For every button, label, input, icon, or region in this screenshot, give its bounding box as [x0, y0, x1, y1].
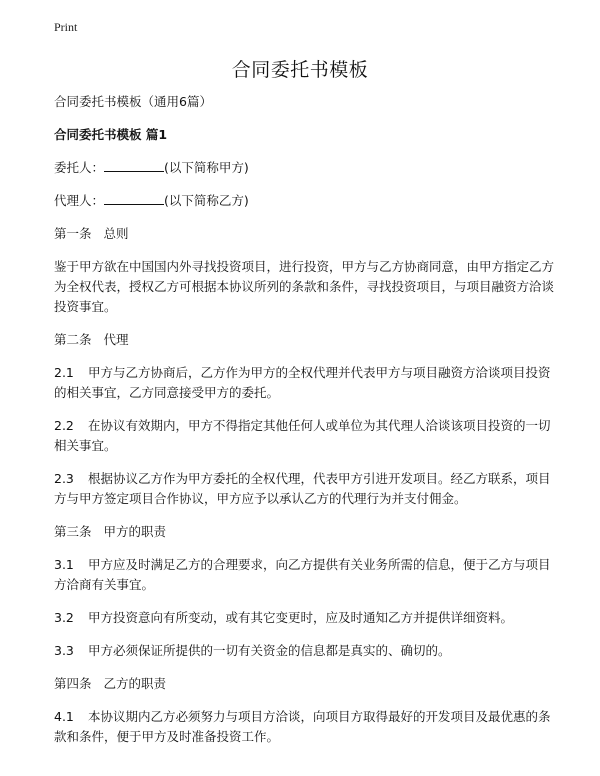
clause	[54, 641, 554, 661]
agent-blank	[104, 192, 164, 205]
clause-text: 根据协议乙方作为甲方委托的全权代理，代表甲方引进开发项目。经乙方联系，项目方与甲方签定项目合作协议，甲方应予以承认乙方的代理行为并支付佣金。	[54, 471, 551, 506]
clause-text: 甲方应及时满足乙方的合理要求，向乙方提供有关业务所需的信息，便于乙方与项目方洽商有关事宜。	[54, 557, 551, 592]
clause-number: 3.1	[54, 557, 74, 572]
print-link[interactable]: Print	[54, 20, 78, 34]
article-heading-4	[54, 674, 554, 694]
clause	[54, 608, 554, 628]
section-heading: 合同委托书模板 篇1	[54, 127, 168, 142]
article-paragraph: 鉴于甲方欲在中国国内外寻找投资项目，进行投资，甲方与乙方协商同意，由甲方指定乙方为全权代表，授权乙方可根据本协议所列的条款和条件，寻找投资项目，与项目融资方洽谈投资事宜。	[54, 259, 555, 314]
clause-number: 3.3	[54, 643, 74, 658]
clause-text: 甲方投资意向有所变动，或有其它变更时，应及时通知乙方并提供详细资料。	[88, 610, 514, 625]
document-body	[54, 92, 554, 760]
article-name: 代理	[103, 332, 129, 347]
article-number: 第三条	[54, 524, 92, 539]
clause-number: 2.2	[54, 418, 74, 433]
page-title: 合同委托书模板	[231, 59, 369, 81]
article-name: 甲方的职责	[103, 524, 167, 539]
agent-suffix: (以下简称乙方)	[164, 193, 249, 208]
clause-text: 本协议期内乙方必须努力与项目方洽谈，向项目方取得最好的开发项目及最优惠的条款和条件，便于甲方及时准备投资工作。	[54, 709, 551, 744]
agent-line	[54, 191, 554, 211]
clause	[54, 707, 554, 747]
principal-suffix: (以下简称甲方)	[164, 160, 249, 175]
principal-label: 委托人：	[54, 160, 105, 175]
clause-number: 3.2	[54, 610, 74, 625]
article-heading-3	[54, 522, 554, 542]
clause-number: 2.1	[54, 365, 74, 380]
clause	[54, 555, 554, 595]
clause	[54, 469, 554, 509]
clause-number: 2.3	[54, 471, 74, 486]
clause-text: 甲方必须保证所提供的一切有关资金的信息都是真实的、确切的。	[88, 643, 451, 658]
article-number: 第四条	[54, 676, 92, 691]
clause-text: 甲方与乙方协商后，乙方作为甲方的全权代理并代表甲方与项目融资方洽谈项目投资的相关事宜，乙方同意接受甲方的委托。	[54, 365, 551, 400]
article-name: 总则	[103, 226, 129, 241]
clause	[54, 416, 554, 456]
article-heading-1	[54, 224, 554, 244]
principal-blank	[104, 159, 164, 172]
document-subtitle: 合同委托书模板（通用6篇）	[54, 94, 212, 109]
article-number: 第一条	[54, 226, 92, 241]
clause	[54, 363, 554, 403]
article-number: 第二条	[54, 332, 92, 347]
agent-label: 代理人：	[54, 193, 105, 208]
clause-text: 在协议有效期内，甲方不得指定其他任何人或单位为其代理人洽谈该项目投资的一切相关事宜。	[54, 418, 551, 453]
clause-number: 4.1	[54, 709, 74, 724]
principal-line	[54, 158, 554, 178]
article-name: 乙方的职责	[103, 676, 167, 691]
article-heading-2	[54, 330, 554, 350]
